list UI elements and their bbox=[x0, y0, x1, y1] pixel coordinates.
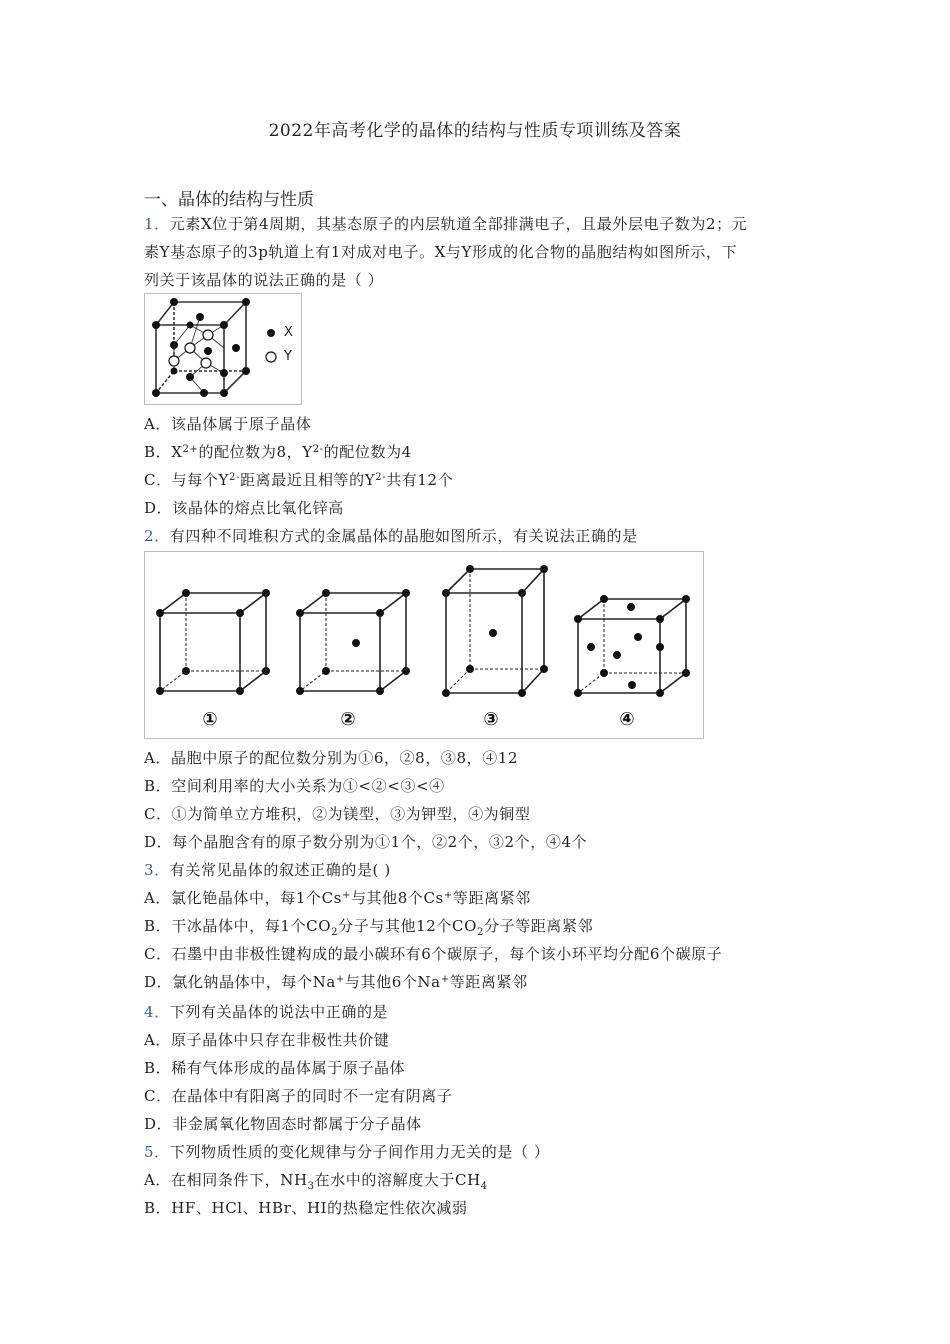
legend-x-label: X bbox=[284, 325, 293, 340]
q2-number: 2． bbox=[144, 527, 170, 545]
q3-stem: 3．有关常见晶体的叙述正确的是( ) bbox=[144, 861, 391, 879]
q4-number: 4． bbox=[144, 1003, 170, 1021]
q4-stem: 4．下列有关晶体的说法中正确的是 bbox=[144, 1003, 389, 1021]
q3-option-b: B．干冰晶体中，每1个$CO_2$分子与其他12个$CO_2$分子等距离紧邻 bbox=[144, 917, 594, 938]
cell-3-body-centered-tall bbox=[442, 565, 548, 697]
q4-option-b: B．稀有气体形成的晶体属于原子晶体 bbox=[144, 1059, 406, 1077]
q3-number: 3． bbox=[144, 861, 170, 879]
q2-unit-cells-figure bbox=[144, 551, 704, 739]
cell-label-2: ② bbox=[340, 709, 356, 730]
q1-number: 1． bbox=[144, 215, 170, 233]
cell-2-body-centered bbox=[296, 589, 410, 695]
legend-y-marker bbox=[266, 352, 276, 362]
document-title: 2022年高考化学的晶体的结构与性质专项训练及答案 bbox=[268, 121, 682, 141]
q5-number: 5． bbox=[144, 1143, 170, 1161]
legend-y-label: Y bbox=[284, 349, 292, 364]
q4-option-a: A．原子晶体中只存在非极性共价键 bbox=[144, 1031, 390, 1049]
q4-option-d: D．非金属氧化物固态时都属于分子晶体 bbox=[144, 1115, 422, 1133]
cell-label-4: ④ bbox=[619, 709, 635, 730]
q4-option-c: C．在晶体中有阳离子的同时不一定有阴离子 bbox=[144, 1087, 453, 1105]
cell-4-face-centered bbox=[574, 595, 690, 697]
q2-option-d: D．每个晶胞含有的原子数分别为①1个，②2个，③2个，④4个 bbox=[144, 833, 588, 851]
q5-stem: 5．下列物质性质的变化规律与分子间作用力无关的是（ ） bbox=[144, 1143, 550, 1161]
q5-option-a: A．在相同条件下，$NH_3$在水中的溶解度大于$CH_4$ bbox=[144, 1171, 488, 1192]
cell-label-1: ① bbox=[202, 709, 218, 730]
q2-option-c: C．①为简单立方堆积，②为镁型，③为钾型，④为铜型 bbox=[144, 805, 531, 823]
cell-label-3: ③ bbox=[483, 709, 499, 730]
q1-option-b: B．$X^{2+}$的配位数为8，$Y^{2-}$的配位数为4 bbox=[144, 443, 412, 461]
cell-1-simple-cubic bbox=[156, 589, 270, 695]
legend-x-marker bbox=[267, 329, 275, 337]
q1-option-d: D．该晶体的熔点比氧化锌高 bbox=[144, 499, 344, 517]
q1-stem-line2: 素Y基态原子的3p轨道上有1对成对电子。X与Y形成的化合物的晶胞结构如图所示，下 bbox=[144, 243, 738, 261]
section-heading: 一、晶体的结构与性质 bbox=[144, 190, 314, 210]
q1-option-a: A．该晶体属于原子晶体 bbox=[144, 415, 312, 433]
q1-stem-line3: 列关于该晶体的说法正确的是（ ） bbox=[144, 271, 384, 289]
q1-option-c: C．与每个$Y^{2-}$距离最近且相等的$Y^{2-}$共有12个 bbox=[144, 471, 454, 489]
q1-crystal-cell-figure bbox=[144, 293, 302, 405]
q3-option-a: A．氯化铯晶体中，每1个Cs+与其他8个Cs+等距离紧邻 bbox=[144, 889, 531, 907]
q3-option-c: C．石墨中由非极性键构成的最小碳环有6个碳原子，每个该小环平均分配6个碳原子 bbox=[144, 945, 723, 963]
q2-option-a: A．晶胞中原子的配位数分别为①6，②8，③8，④12 bbox=[144, 749, 519, 767]
q5-option-b: B．HF、HCl、HBr、HI的热稳定性依次减弱 bbox=[144, 1199, 468, 1217]
q2-option-b: B．空间利用率的大小关系为①<②<③<④ bbox=[144, 777, 445, 795]
q2-stem: 2．有四种不同堆积方式的金属晶体的晶胞如图所示，有关说法正确的是 bbox=[144, 527, 638, 545]
q1-stem-line1: 1．元素X位于第4周期，其基态原子的内层轨道全部排满电子，且最外层电子数为2；元 bbox=[144, 215, 748, 233]
q3-option-d: D．氯化钠晶体中，每个Na+与其他6个Na+等距离紧邻 bbox=[144, 973, 528, 991]
